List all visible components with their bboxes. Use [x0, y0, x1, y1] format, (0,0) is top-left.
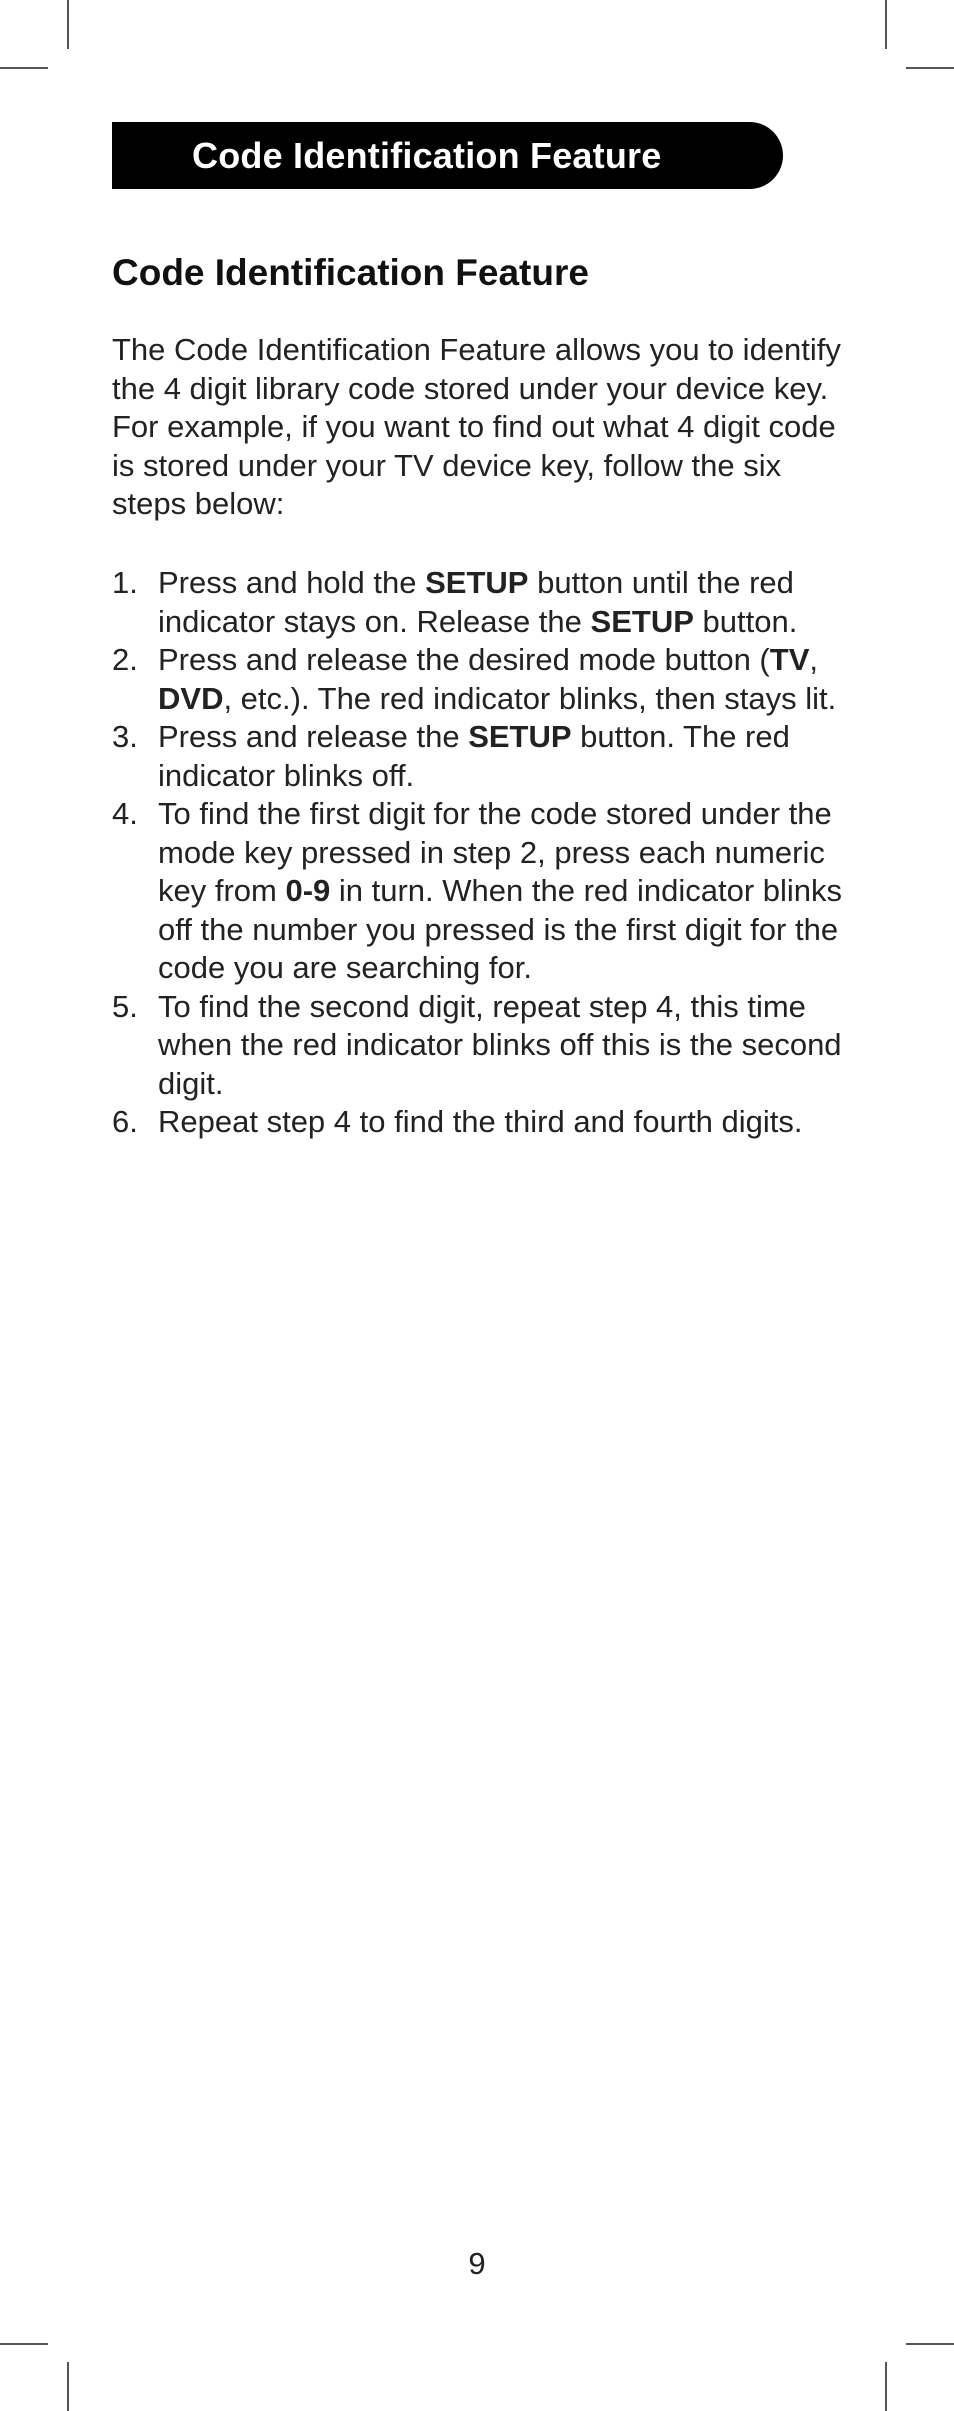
header-banner [112, 122, 783, 189]
header-title: Code Identification Feature [192, 135, 662, 176]
step-item [112, 1103, 852, 1142]
step-text: button until the red indicator stays on. Release the [158, 565, 794, 639]
step-item [112, 795, 852, 988]
section-title: Code Identification Feature [112, 252, 589, 293]
button-name: DVD [158, 680, 224, 716]
button-name: TV [769, 642, 810, 677]
crop-mark [67, 2362, 69, 2411]
crop-mark [67, 0, 69, 49]
button-name: SETUP [590, 603, 694, 639]
step-text: button. [693, 603, 798, 639]
step-number: 5. [112, 988, 138, 1024]
step-text: Press and hold the [158, 565, 426, 600]
crop-mark [906, 67, 954, 69]
step-number: 6. [112, 1104, 138, 1139]
step-item [112, 988, 852, 1104]
button-name: SETUP [425, 565, 529, 600]
crop-mark [906, 2343, 954, 2345]
step-text: Press and release the desired mode button ( [158, 642, 770, 677]
step-number: 4. [112, 796, 138, 831]
step-text: , etc.). The red indicator blinks, then stays lit. [223, 680, 837, 716]
button-name: SETUP [468, 719, 572, 754]
steps-list [112, 564, 852, 1142]
crop-mark [0, 2343, 48, 2345]
crop-mark [0, 67, 48, 69]
step-text: button. The red indicator blinks off. [158, 719, 790, 793]
step-text: , [809, 642, 819, 677]
step-item [112, 641, 852, 718]
intro-paragraph: The Code Identification Feature allows you to identify the 4 digit library code stored under your device key. For example, if you want to find out what 4 digit code is stored under your TV device key, follow the six steps below: [112, 332, 841, 521]
step-text: Repeat step 4 to find the third and fourth digits. [158, 1104, 803, 1139]
crop-mark [885, 0, 887, 49]
step-item [112, 564, 852, 641]
step-text: To find the first digit for the code stored under the mode key pressed in step 2, press each numeric key from [158, 796, 832, 908]
key-range: 0-9 [285, 873, 331, 908]
step-item [112, 718, 852, 795]
step-text: in turn. When the red indicator blinks off the number you pressed is the first digit for the code you are searching for. [158, 873, 843, 985]
step-text: To find the second digit, repeat step 4, this time when the red indicator blinks off this is the second digit. [158, 988, 842, 1101]
crop-mark [885, 2362, 887, 2411]
page-number: 9 [468, 2246, 486, 2281]
step-text: Press and release the [158, 719, 469, 754]
step-number: 2. [112, 642, 138, 677]
step-number: 1. [112, 565, 138, 600]
step-number: 3. [112, 719, 138, 754]
